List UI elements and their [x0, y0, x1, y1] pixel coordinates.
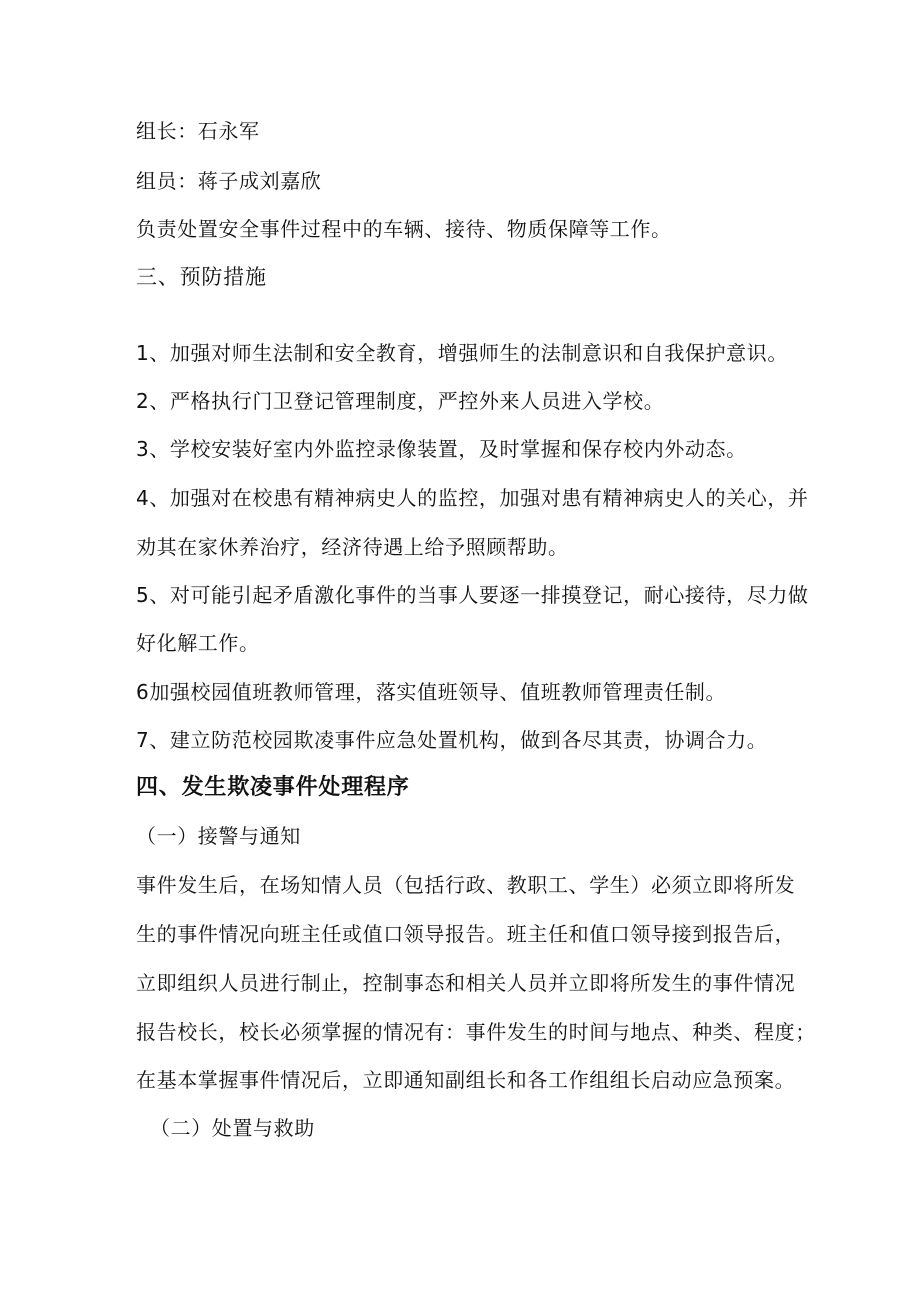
- subsection-heading-alert: （一）接警与通知: [136, 824, 301, 848]
- procedure-paragraph-line: 在基本掌握事件情况后，立即通知副组长和各工作组组长启动应急预案。: [136, 1068, 796, 1092]
- prevention-item: 1、加强对师生法制和安全教育，增强师生的法制意识和自我保护意识。: [136, 341, 788, 365]
- prevention-item-continuation: 好化解工作。: [136, 631, 260, 655]
- prevention-item: 2、严格执行门卫登记管理制度，严控外来人员进入学校。: [136, 389, 665, 413]
- group-leader-line: 组长：石永军: [136, 119, 260, 143]
- prevention-item-continuation: 劝其在家休养治疗，经济待遇上给予照顾帮助。: [136, 535, 569, 559]
- prevention-item: 5、对可能引起矛盾激化事件的当事人要逐一排摸登记，耐心接待，尽力做: [136, 583, 809, 607]
- subsection-heading-rescue: （二）处置与救助: [150, 1116, 315, 1140]
- procedure-paragraph-line: 生的事件情况向班主任或值口领导报告。班主任和值口领导接到报告后，: [136, 922, 796, 946]
- procedure-paragraph-line: 报告校长，校长必须掌握的情况有：事件发生的时间与地点、种类、程度；: [136, 1020, 816, 1044]
- prevention-item: 7、建立防范校园欺凌事件应急处置机构，做到各尽其责，协调合力。: [136, 728, 768, 752]
- prevention-item: 4、加强对在校患有精神病史人的监控，加强对患有精神病史人的关心，并: [136, 486, 809, 510]
- section-heading-prevention: 三、预防措施: [136, 265, 267, 289]
- procedure-paragraph-line: 立即组织人员进行制止，控制事态和相关人员并立即将所发生的事件情况: [136, 971, 796, 995]
- duty-description: 负责处置安全事件过程中的车辆、接待、物质保障等工作。: [136, 217, 672, 241]
- procedure-paragraph-line: 事件发生后，在场知情人员（包括行政、教职工、学生）必须立即将所发: [136, 873, 796, 897]
- group-members-line: 组员：蒋子成刘嘉欣: [136, 169, 322, 193]
- prevention-item: 6加强校园值班教师管理，落实值班领导、值班教师管理责任制。: [136, 680, 727, 704]
- section-heading-procedure: 四、发生欺凌事件处理程序: [136, 775, 410, 800]
- prevention-item: 3、学校安装好室内外监控录像装置，及时掌握和保存校内外动态。: [136, 437, 747, 461]
